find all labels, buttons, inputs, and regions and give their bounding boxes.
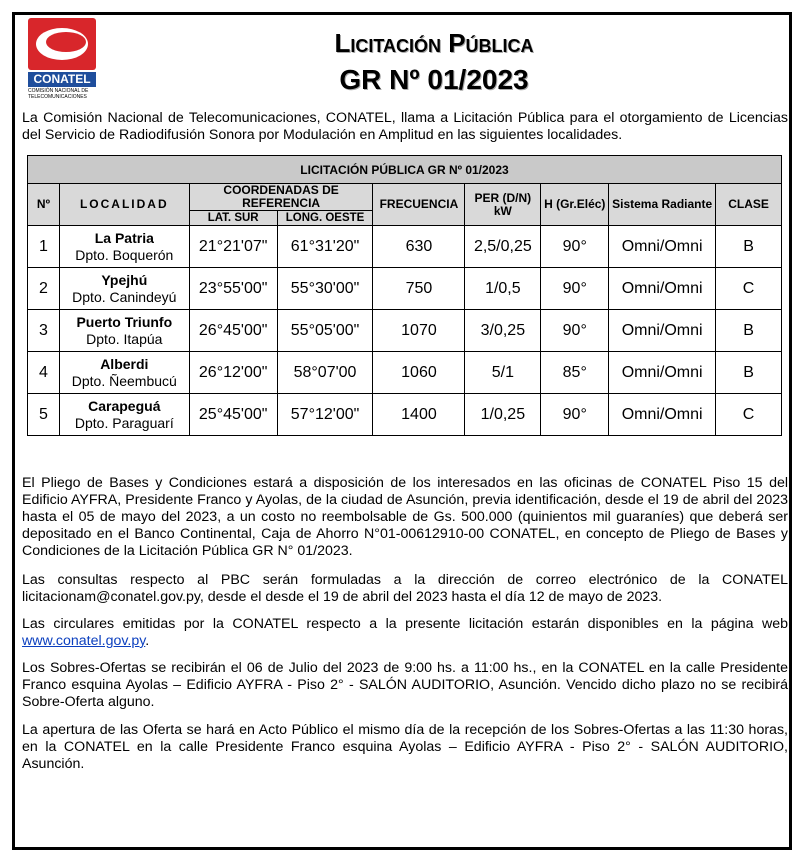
website-link[interactable]: www.conatel.gov.py xyxy=(22,633,146,649)
circulares-end: . xyxy=(145,633,150,649)
localidad-dpto: Dpto. Canindeyú xyxy=(72,288,177,305)
cell-sistema: Omni/Omni xyxy=(609,310,716,352)
circulares-paragraph xyxy=(22,616,788,650)
pliego-paragraph: El Pliego de Bases y Condiciones estará a disposición de los interesados en las oficinas de CONATEL Piso 15 del Edificio AYFRA, Presidente Franco y Ayolas, de la ciudad de Asunción, previa identificación, desde el 19 de abril del 2023 hasta el 05 de mayo del 2023, a un costo no reembolsable de Gs. 500.000 (quinientos mil guaraníes) que deberá ser depositado en el Banco Continental, Caja de Ahorro N°01-00612910-00 CONATEL, en concepto de Pliego de Bases y Condiciones de la Licitación Pública GR N° 01/2023. xyxy=(22,475,788,559)
cell-per: 3/0,25 xyxy=(465,310,541,352)
header-frecuencia: FRECUENCIA xyxy=(373,184,465,226)
cell-clase: C xyxy=(716,268,782,310)
header-no: Nº xyxy=(28,184,60,226)
cell-long: 55°30'00" xyxy=(277,268,373,310)
header-sistema: Sistema Radiante xyxy=(609,184,716,226)
cell-h: 85° xyxy=(541,352,609,394)
cell-h: 90° xyxy=(541,268,609,310)
cell-per: 2,5/0,25 xyxy=(465,226,541,268)
table-row xyxy=(28,394,782,436)
cell-localidad xyxy=(59,352,189,394)
cell-localidad xyxy=(59,226,189,268)
cell-per: 1/0,25 xyxy=(465,394,541,436)
cell-localidad xyxy=(59,394,189,436)
cell-clase: B xyxy=(716,226,782,268)
cell-long: 55°05'00" xyxy=(277,310,373,352)
logo-name: CONATEL xyxy=(28,72,96,87)
cell-no: 1 xyxy=(28,226,60,268)
localidad-dpto: Dpto. Paraguarí xyxy=(74,414,174,431)
cell-long: 57°12'00" xyxy=(277,394,373,436)
cell-h: 90° xyxy=(541,394,609,436)
cell-lat: 21°21'07" xyxy=(189,226,277,268)
page-subtitle: GR Nº 01/2023 xyxy=(339,64,529,95)
cell-freq: 1070 xyxy=(373,310,465,352)
cell-clase: C xyxy=(716,394,782,436)
cell-sistema: Omni/Omni xyxy=(609,268,716,310)
header-h: H (Gr.Eléc) xyxy=(541,184,609,226)
cell-no: 4 xyxy=(28,352,60,394)
localidad-name: La Patria xyxy=(94,229,154,246)
page-title: Licitación Pública xyxy=(334,28,534,58)
intro-paragraph: La Comisión Nacional de Telecomunicaciones, CONATEL, llama a Licitación Pública para el otorgamiento de Licencias del Servicio de Radiodifusión Sonora por Modulación en Amplitud en las siguientes localidades. xyxy=(22,110,788,143)
localidad-name: Carapeguá xyxy=(88,397,161,414)
cell-per: 5/1 xyxy=(465,352,541,394)
table-row xyxy=(28,226,782,268)
logo-subtitle: COMISIÓN NACIONAL DE TELECOMUNICACIONES xyxy=(28,88,89,100)
header-coordenadas: COORDENADAS DE REFERENCIA xyxy=(189,184,373,211)
localidad-dpto: Dpto. Boquerón xyxy=(75,246,174,263)
cell-long: 61°31'20" xyxy=(277,226,373,268)
cell-lat: 23°55'00" xyxy=(189,268,277,310)
localidad-name: Ypejhú xyxy=(101,271,148,288)
cell-localidad xyxy=(59,310,189,352)
localidad-name: Puerto Triunfo xyxy=(76,313,173,330)
cell-no: 2 xyxy=(28,268,60,310)
header-lat: LAT. SUR xyxy=(189,211,277,226)
cell-lat: 26°12'00" xyxy=(189,352,277,394)
circulares-text: Las circulares emitidas por la CONATEL respecto a la presente licitación estarán disponibles en la página web xyxy=(22,616,788,632)
cell-no: 3 xyxy=(28,310,60,352)
table-row xyxy=(28,310,782,352)
cell-h: 90° xyxy=(541,226,609,268)
cell-sistema: Omni/Omni xyxy=(609,226,716,268)
cell-long: 58°07'00 xyxy=(277,352,373,394)
apertura-paragraph: La apertura de las Oferta se hará en Acto Público el mismo día de la recepción de los Sobres-Ofertas a las 11:30 horas, en la CONATEL en la calle Presidente Franco esquina Ayolas – Edificio AYFRA - Piso 2° - SALÓN AUDITORIO, Asunción. xyxy=(22,722,788,772)
table-caption: LICITACIÓN PÚBLICA GR Nº 01/2023 xyxy=(28,156,782,184)
cell-freq: 1400 xyxy=(373,394,465,436)
cell-freq: 1060 xyxy=(373,352,465,394)
header-per: PER (D/N) kW xyxy=(465,184,541,226)
cell-no: 5 xyxy=(28,394,60,436)
cell-clase: B xyxy=(716,352,782,394)
cell-per: 1/0,5 xyxy=(465,268,541,310)
header-localidad: LOCALIDAD xyxy=(59,184,189,226)
cell-h: 90° xyxy=(541,310,609,352)
cell-sistema: Omni/Omni xyxy=(609,394,716,436)
localidad-name: Alberdi xyxy=(100,355,149,372)
cell-freq: 630 xyxy=(373,226,465,268)
header-clase: CLASE xyxy=(716,184,782,226)
licitacion-table xyxy=(27,155,782,436)
localidad-dpto: Dpto. Ñeembucú xyxy=(71,372,177,389)
cell-localidad xyxy=(59,268,189,310)
table-row xyxy=(28,268,782,310)
header-long: LONG. OESTE xyxy=(277,211,373,226)
cell-freq: 750 xyxy=(373,268,465,310)
sobres-paragraph: Los Sobres-Ofertas se recibirán el 06 de Julio del 2023 de 9:00 hs. a 11:00 hs., en la CONATEL en la calle Presidente Franco esquina Ayolas – Edificio AYFRA - Piso 2° - SALÓN AUDITORIO, Asunción. Vencido dicho plazo no se recibirá Sobre-Oferta alguno. xyxy=(22,660,788,710)
cell-sistema: Omni/Omni xyxy=(609,352,716,394)
cell-lat: 26°45'00" xyxy=(189,310,277,352)
table-row xyxy=(28,352,782,394)
cell-lat: 25°45'00" xyxy=(189,394,277,436)
consultas-paragraph: Las consultas respecto al PBC serán formuladas a la dirección de correo electrónico de la CONATEL licitacionam@conatel.gov.py, desde el desde el 19 de abril del 2023 hasta el día 12 de mayo de 2023. xyxy=(22,572,788,605)
localidad-dpto: Dpto. Itapúa xyxy=(86,330,163,347)
cell-clase: B xyxy=(716,310,782,352)
